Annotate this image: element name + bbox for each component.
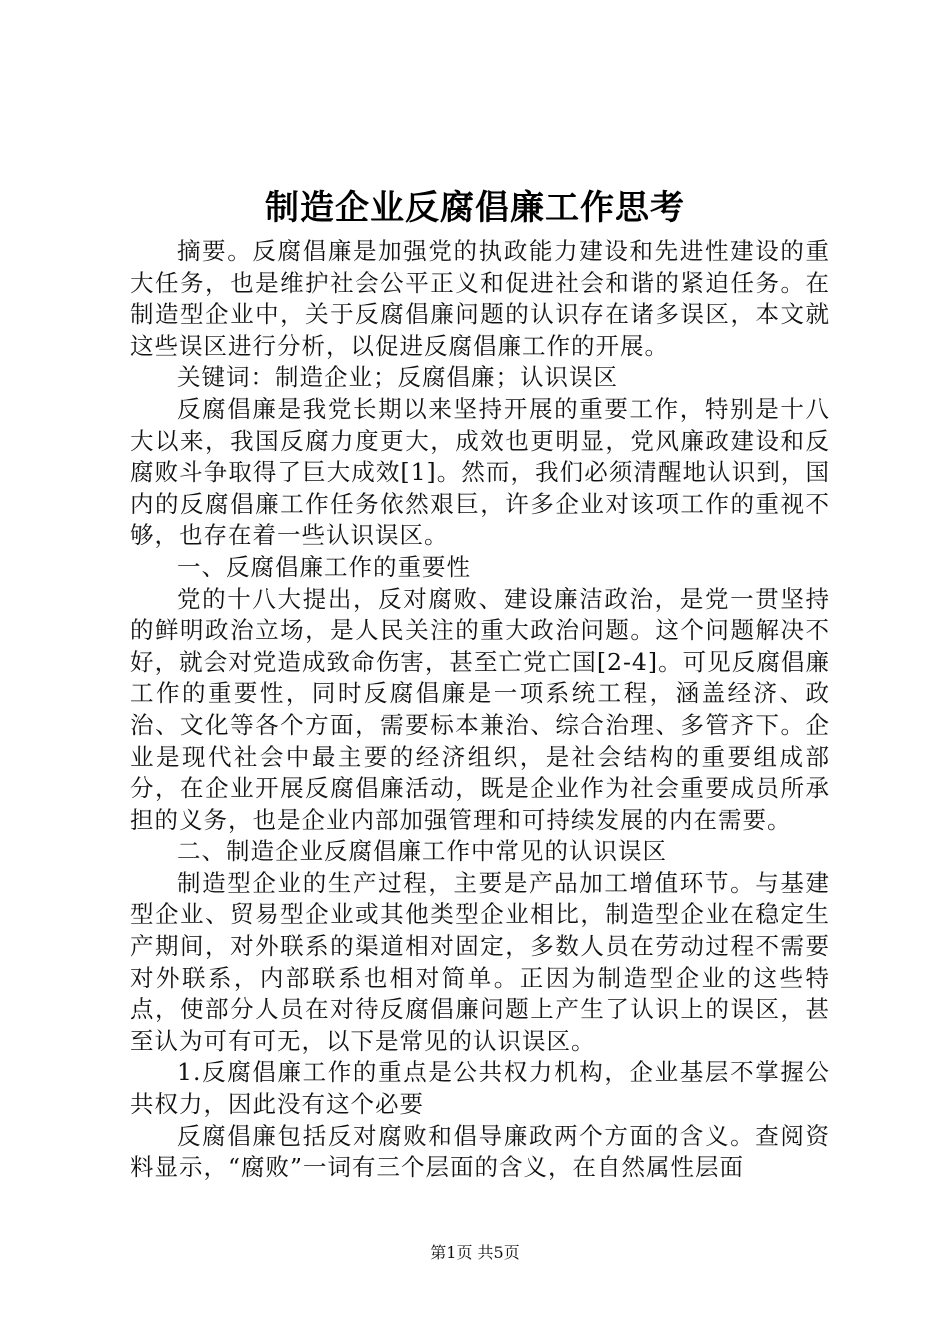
- subsection-heading-1: 1.反腐倡廉工作的重点是公共权力机构，企业基层不掌握公共权力，因此没有这个必要: [130, 1058, 830, 1119]
- abstract-paragraph: 摘要。反腐倡廉是加强党的执政能力建设和先进性建设的重大任务，也是维护社会公平正义和促进社会和谐的紧迫任务。在制造型企业中，关于反腐倡廉问题的认识存在诸多误区，本文就这些误区进行分析，以促进反腐倡廉工作的开展。: [130, 237, 830, 360]
- section-1-paragraph: 党的十八大提出，反对腐败、建设廉洁政治，是党一贯坚持的鲜明政治立场，是人民关注的重大政治问题。这个问题解决不好，就会对党造成致命伤害，甚至亡党亡国[2-4]。可见反腐倡廉工作的重要性，同时反腐倡廉是一项系统工程，涵盖经济、政治、文化等各个方面，需要标本兼治、综合治理、多管齐下。企业是现代社会中最主要的经济组织，是社会结构的重要组成部分，在企业开展反腐倡廉活动，既是企业作为社会重要成员所承担的义务，也是企业内部加强管理和可持续发展的内在需要。: [130, 584, 830, 834]
- section-heading-2: 二、制造企业反腐倡廉工作中常见的认识误区: [177, 837, 667, 866]
- section-heading-1: 一、反腐倡廉工作的重要性: [177, 552, 471, 581]
- subsection-1-paragraph: 反腐倡廉包括反对腐败和倡导廉政两个方面的含义。查阅资料显示，“腐败”一词有三个层面的含义，在自然属性层面: [130, 1121, 830, 1182]
- document-title: 制造企业反腐倡廉工作思考: [265, 188, 685, 228]
- document-body: [130, 236, 830, 1184]
- keywords-paragraph: 关键词：制造企业；反腐倡廉；认识误区: [177, 363, 618, 392]
- section-2-paragraph: 制造型企业的生产过程，主要是产品加工增值环节。与基建型企业、贸易型企业或其他类型企业相比，制造型企业在稳定生产期间，对外联系的渠道相对固定，多数人员在劳动过程不需要对外联系，内部联系也相对简单。正因为制造型企业的这些特点，使部分人员在对待反腐倡廉问题上产生了认识上的误区，甚至认为可有可无，以下是常见的认识误区。: [130, 868, 830, 1055]
- page-footer: 第1页 共5页: [430, 1243, 520, 1262]
- intro-paragraph: 反腐倡廉是我党长期以来坚持开展的重要工作，特别是十八大以来，我国反腐力度更大，成效也更明显，党风廉政建设和反腐败斗争取得了巨大成效[1]。然而，我们必须清醒地认识到，国内的反腐倡廉工作任务依然艰巨，许多企业对该项工作的重视不够，也存在着一些认识误区。: [130, 394, 830, 550]
